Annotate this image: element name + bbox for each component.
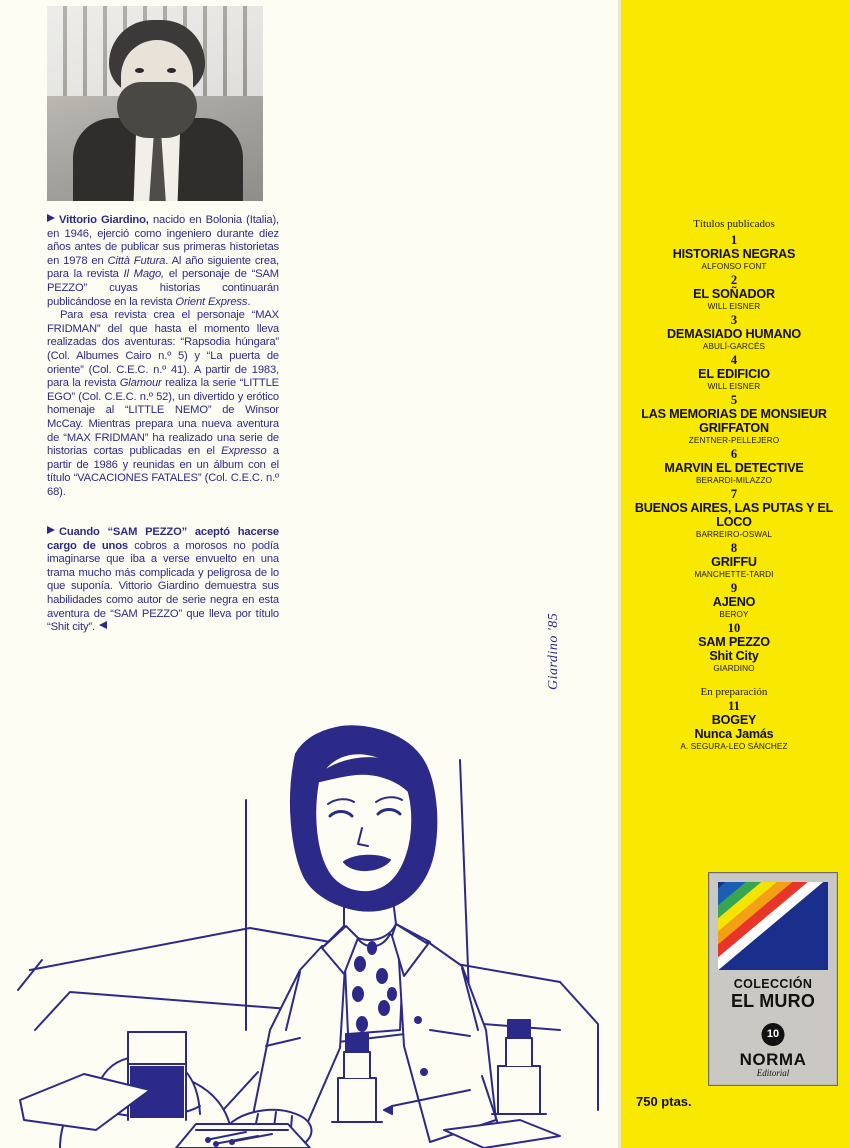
entry-number: 11 (728, 699, 740, 713)
list-item (618, 234, 850, 272)
entry-author: GIARDINO (713, 664, 755, 673)
entry-title: AJENO (712, 595, 756, 609)
entry-title: BUENOS AIRES, LAS PUTAS Y EL LOCO (634, 501, 834, 529)
bio-text-2c: a partir de 1986 y reunidas en un álbum con el título “VACACIONES FATALES” (Col. C.E.C. n.º 68). (47, 445, 279, 498)
entry-author: WILL EISNER (707, 382, 761, 391)
rainbow-stripes-icon (730, 882, 828, 970)
entry-subtitle: Nunca Jamás (694, 727, 774, 741)
entry-title: EL EDIFICIO (698, 367, 770, 381)
bio-text-1b: . Al año siguiente crea, para la revista (47, 254, 279, 281)
list-item (618, 394, 850, 446)
entry-title: BOGEY (711, 713, 757, 727)
publisher-logo-box (708, 872, 838, 1086)
list-item (618, 314, 850, 352)
entry-title: LAS MEMORIAS DE MONSIEUR GRIFFATON (641, 407, 827, 435)
issue-number-badge: 10 (762, 1023, 785, 1046)
author-name: Vittorio Giardino, (59, 214, 149, 226)
entry-author: BARREIRO-OSWAL (695, 530, 773, 539)
entry-number: 9 (730, 581, 738, 595)
list-item (618, 448, 850, 486)
entry-author: ZENTNER-PELLEJERO (688, 436, 780, 445)
artist-signature: Giardino '85 (546, 612, 561, 690)
author-portrait-photo (47, 6, 263, 201)
entry-title: GRIFFU (711, 555, 757, 569)
list-item (618, 542, 850, 580)
price-label: 750 ptas. (636, 1094, 692, 1109)
magazine-expresso: Expresso (221, 445, 267, 458)
magazine-orient-express: Orient Express (175, 295, 248, 308)
cover-illustration (0, 330, 618, 1148)
entry-number: 7 (730, 487, 738, 501)
list-item-current (618, 622, 850, 674)
entry-title: SAM PEZZO (698, 635, 770, 649)
synopsis-rest: cobros a morosos no podía imaginarse que iba a verse envuelto en una trama mucho más complicada y peligrosa de lo que suponía. Vittorio Giardino demuestra sus habilidades como autor de serie negra en esta aventura de “SAM PEZZO” que lleva por título “Shit city”. (47, 539, 279, 634)
list-item-upcoming (618, 700, 850, 752)
entry-number: 6 (730, 447, 738, 461)
list-item (618, 582, 850, 620)
entry-author: WILL EISNER (707, 302, 761, 311)
entry-author: BERARDI-MILAZZO (695, 476, 773, 485)
entry-subtitle: Shit City (709, 649, 759, 663)
right-column-yellow (618, 0, 850, 1148)
entry-author: BEROY (719, 610, 749, 619)
entry-title: HISTORIAS NEGRAS (672, 247, 796, 261)
list-item (618, 274, 850, 312)
entry-number: 5 (730, 393, 738, 407)
magazine-il-mago: Il Mago, (123, 268, 164, 281)
collection-line-1: COLECCIÓN (733, 977, 813, 991)
entry-number: 4 (730, 353, 738, 367)
bio-text-2b: realiza la serie “LITTLE EGO” (Col. C.E.C. n.º 52), un divertido y erótico homenaje al “LITTLE NEMO” de Winsor McCay. Mientras prepara una nueva aventura de “MAX FRIDMAN” ha realizado una serie de historias cortas publicadas en el (47, 377, 279, 458)
list-item (618, 354, 850, 392)
bio-text-2a: Para esa revista crea el personaje “MAX FRIDMAN” del que hasta el momento lleva realizadas dos aventuras: “Rapsodia húngara” (Col. Albumes Cairo n.º 5) y “La puerta de oriente” (Col. C.E.C. n.º 41). A partir de 1983, para la revista (47, 309, 279, 390)
collection-line-2: EL MURO (730, 991, 816, 1011)
entry-author: MANCHETTE-TARDI (694, 570, 774, 579)
entry-author: A. SEGURA-LEO SÁNCHEZ (680, 742, 788, 751)
publisher-name: NORMA (739, 1050, 807, 1069)
entry-author: ALFONSO FONT (701, 262, 767, 271)
photo-eye-right (167, 68, 176, 73)
in-preparation-header: En preparación (700, 686, 768, 698)
entry-number: 10 (727, 621, 741, 635)
bio-text-1c: el personaje de “SAM PEZZO” cuyas historias continuarán publicándose en la revista (47, 268, 279, 308)
publisher-name-block (709, 1050, 837, 1078)
photo-eye-left (135, 68, 144, 73)
photo-beard (117, 82, 197, 138)
list-item (618, 488, 850, 540)
published-titles-list (618, 218, 850, 754)
entry-number: 2 (730, 273, 738, 287)
entry-title: EL SOÑADOR (693, 287, 775, 301)
entry-title: MARVIN EL DETECTIVE (664, 461, 804, 475)
magazine-citta-futura: Città Futura (107, 254, 166, 267)
collection-logo-graphic (718, 882, 828, 970)
illustration-svg (0, 330, 618, 1148)
entry-number: 1 (730, 233, 738, 247)
entry-number: 3 (730, 313, 738, 327)
entry-author: ABULÍ-GARCÉS (702, 342, 766, 351)
entry-number: 8 (730, 541, 738, 555)
synopsis-lead: Cuando “SAM PEZZO” aceptó hacerse cargo de unos (47, 526, 279, 552)
published-titles-header: Títulos publicados (693, 218, 775, 230)
collection-name (709, 977, 837, 1011)
entry-title: DEMASIADO HUMANO (667, 327, 801, 341)
triangle-bullet-icon (47, 214, 55, 222)
magazine-glamour: Glamour (119, 377, 162, 390)
bio-text-1a: nacido en Bolonia (Italia), en 1946, ejerció como ingeniero durante diez años antes de publicar sus primeras historietas en 1978 en (47, 214, 280, 267)
publisher-subtitle: Editorial (756, 1068, 790, 1078)
bio-paragraph-1 (47, 214, 279, 309)
bio-text-1d: . (247, 295, 251, 308)
